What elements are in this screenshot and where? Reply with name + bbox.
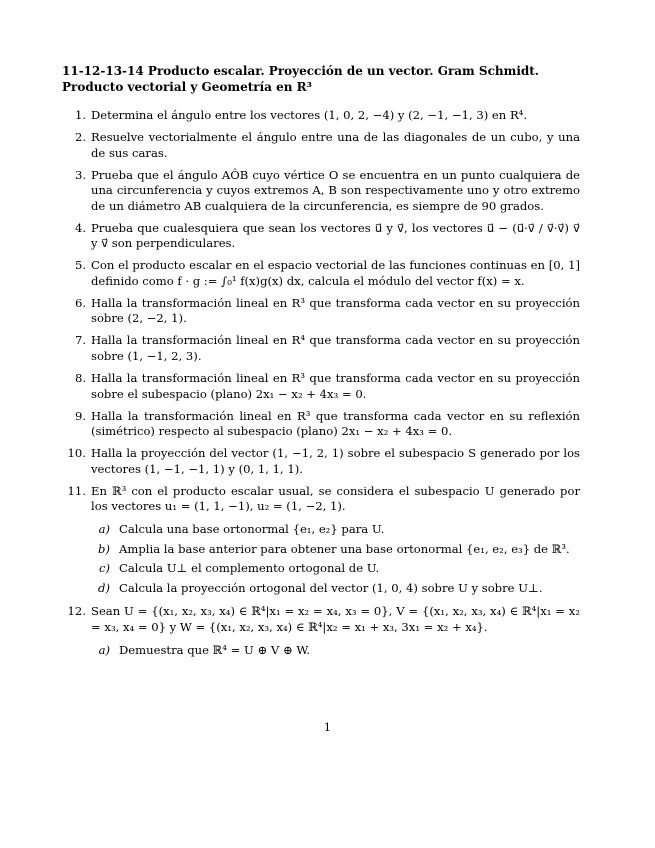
exercise-number: 1.	[74, 108, 86, 122]
exercise-number: 11.	[67, 483, 86, 498]
exercise-number: 2.	[74, 129, 86, 144]
exercise-number: 9.	[74, 408, 86, 423]
exercise-text: Halla la transformación lineal en R⁴ que transforma cada vector en su proyección sobre (1, −1, 2, 3).	[91, 333, 580, 364]
subitem-label: d)	[98, 580, 110, 595]
exercise-item	[62, 371, 580, 402]
exercise-text: Resuelve vectorialmente el ángulo entre una de las diagonales de un cubo, y una de sus caras.	[91, 129, 580, 160]
exercise-text: En ℝ³ con el producto escalar usual, se considera el subespacio U generado por los vectores u₁ = (1, 1, −1), u₂ = (1, −2, 1).	[91, 483, 580, 514]
exercise-number: 7.	[74, 333, 86, 348]
exercise-item	[62, 258, 580, 289]
subitem-label: c)	[98, 561, 110, 576]
exercise-item	[62, 484, 580, 515]
subitem-text: Calcula una base ortonormal {e₁, e₂} para U.	[119, 521, 385, 536]
document-page	[62, 63, 580, 666]
exercise-item	[62, 446, 580, 477]
page-title: 11-12-13-14 Producto escalar. Proyección de un vector. Gram Schmidt. Producto vectorial y Geometría en R³	[62, 64, 539, 94]
exercise-number: 12.	[67, 604, 86, 619]
exercise-text: Halla la proyección del vector (1, −1, 2, 1) sobre el subespacio S generado por los vectores (1, −1, −1, 1) y (0, 1, 1, 1).	[91, 446, 580, 476]
exercise-text: Prueba que el ángulo AÔB cuyo vértice O se encuentra en un punto cualquiera de una circunferencia y cuyos extremos A, B son respectivamente uno y otro extremo de un diámetro AB cualquiera de la circunferencia, es siempre de 90 grados.	[91, 167, 580, 213]
page-number: 1	[323, 720, 332, 734]
exercise-text: Halla la transformación lineal en R³ que transforma cada vector en su proyección sobre el subespacio (plano) 2x₁ − x₂ + 4x₃ = 0.	[91, 371, 580, 401]
exercise-11-parts	[62, 522, 580, 596]
exercise-item	[62, 333, 580, 364]
exercise-text: Sean U = {(x₁, x₂, x₃, x₄) ∈ ℝ⁴|x₁ = x₂ = x₄, x₃ = 0}, V = {(x₁, x₂, x₃, x₄) ∈ ℝ⁴|x₁ = x₂ = x₃, x₄ = 0} y W = {(x₁, x₂, x₃, x₄) ∈ ℝ⁴|x₂ = x₁ + x₃, 3x₁ = x₂ + x₄}.	[91, 604, 580, 634]
subitem	[62, 542, 580, 558]
subitem-text: Demuestra que ℝ⁴ = U ⊕ V ⊕ W.	[119, 642, 310, 657]
exercise-number: 4.	[74, 220, 86, 235]
exercise-number: 10.	[67, 446, 86, 461]
exercise-number: 6.	[74, 295, 86, 310]
exercise-item	[62, 130, 580, 161]
exercise-number: 8.	[74, 371, 86, 386]
exercise-item	[62, 409, 580, 440]
subitem	[62, 561, 580, 577]
subitem-text: Calcula la proyección ortogonal del vector (1, 0, 4) sobre U y sobre U⊥.	[119, 580, 543, 595]
subitem	[62, 522, 580, 538]
subitem-text: Amplia la base anterior para obtener una base ortonormal {e₁, e₂, e₃} de ℝ³.	[119, 541, 570, 556]
subitem-label: a)	[98, 521, 110, 536]
exercise-list	[62, 108, 580, 515]
subitem	[62, 581, 580, 597]
subitem-text: Calcula U⊥ el complemento ortogonal de U.	[119, 561, 380, 576]
exercise-text: Con el producto escalar en el espacio vectorial de las funciones continuas en [0, 1] definido como f · g := ∫₀¹ f(x)g(x) dx, calcula el módulo del vector f(x) = x.	[91, 258, 580, 288]
exercise-item	[62, 604, 580, 635]
exercise-item	[62, 168, 580, 215]
exercise-item	[62, 221, 580, 252]
exercise-item	[62, 108, 580, 124]
exercise-text: Prueba que cualesquiera que sean los vectores u⃗ y v⃗, los vectores u⃗ − (u⃗·v⃗ / v⃗·v⃗) v⃗ y v⃗ son perpendiculares.	[91, 220, 580, 251]
exercise-number: 5.	[74, 258, 86, 273]
exercise-text: Halla la transformación lineal en R³ que transforma cada vector en su reflexión (simétrico) respecto al subespacio (plano) 2x₁ − x₂ + 4x₃ = 0.	[91, 408, 580, 439]
subitem-label: a)	[98, 642, 110, 657]
exercise-item	[62, 296, 580, 327]
exercise-text: Halla la transformación lineal en R³ que transforma cada vector en su proyección sobre (2, −2, 1).	[91, 295, 580, 326]
exercise-12-parts	[62, 643, 580, 659]
exercise-number: 3.	[74, 167, 86, 182]
subitem	[62, 643, 580, 659]
exercise-text: Determina el ángulo entre los vectores (1, 0, 2, −4) y (2, −1, −1, 3) en R⁴.	[91, 108, 528, 122]
subitem-label: b)	[98, 541, 110, 556]
